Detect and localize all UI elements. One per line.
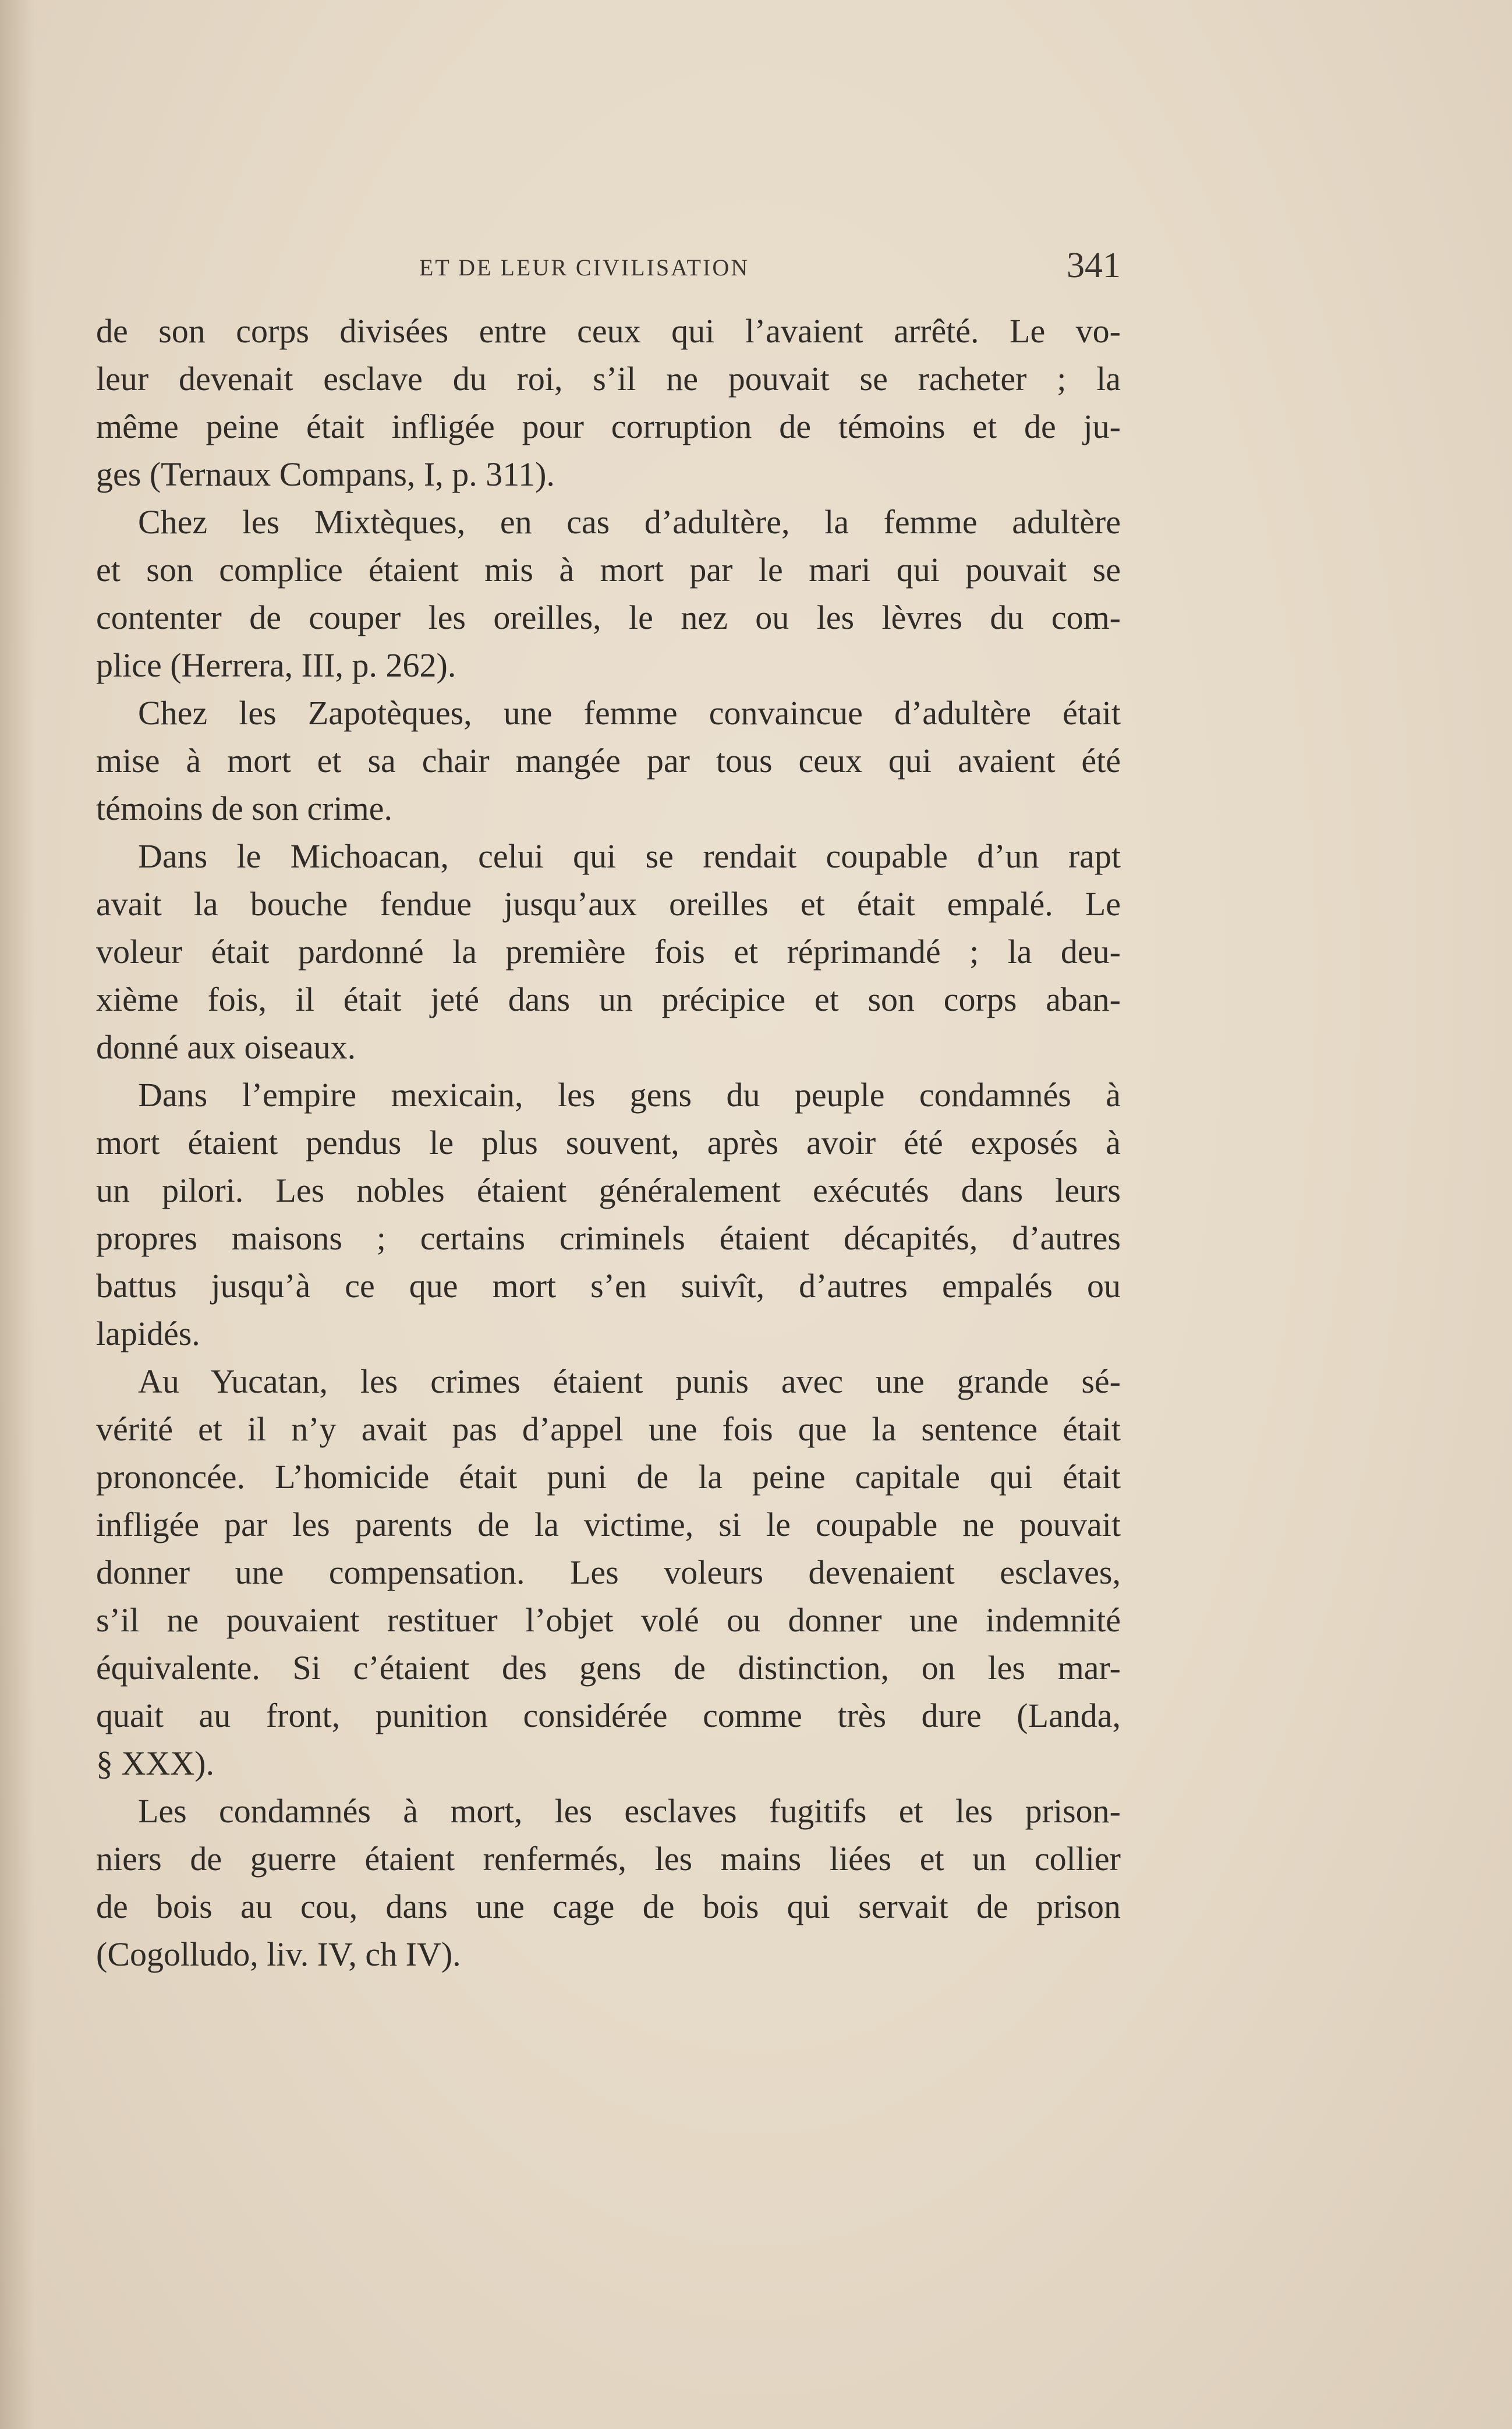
text-line: Au Yucatan, les crimes étaient punis avec une grande sé-	[138, 1362, 1121, 1400]
running-head	[96, 246, 1121, 297]
text-line: vérité et il n’y avait pas d’appel une fois que la sentence était	[96, 1410, 1121, 1448]
body-text	[96, 307, 1121, 1978]
running-title: ET DE LEUR CIVILISATION	[419, 254, 750, 281]
text-line: propres maisons ; certains criminels étaient décapités, d’autres	[96, 1219, 1121, 1257]
text-line: mise à mort et sa chair mangée par tous ceux qui avaient été	[96, 742, 1121, 780]
text-line: battus jusqu’à ce que mort s’en suivît, d’autres empalés ou	[96, 1267, 1121, 1305]
text-line: niers de guerre étaient renfermés, les mains liées et un collier	[96, 1840, 1121, 1878]
text-line: Les condamnés à mort, les esclaves fugitifs et les prison-	[138, 1792, 1121, 1830]
text-line: lapidés.	[96, 1315, 200, 1352]
text-line: de son corps divisées entre ceux qui l’avaient arrêté. Le vo-	[96, 312, 1121, 350]
text-line: s’il ne pouvaient restituer l’objet volé ou donner une indemnité	[96, 1601, 1121, 1639]
text-line: § XXX).	[96, 1744, 214, 1782]
text-line: donner une compensation. Les voleurs devenaient esclaves,	[96, 1553, 1121, 1591]
text-line: xième fois, il était jeté dans un précipice et son corps aban-	[96, 980, 1121, 1018]
text-line: témoins de son crime.	[96, 789, 393, 827]
text-line: donné aux oiseaux.	[96, 1028, 356, 1066]
text-line: plice (Herrera, III, p. 262).	[96, 646, 456, 684]
text-line: (Cogolludo, liv. IV, ch IV).	[96, 1935, 461, 1973]
text-line: de bois au cou, dans une cage de bois qui servait de prison	[96, 1888, 1121, 1925]
text-line: mort étaient pendus le plus souvent, après avoir été exposés à	[96, 1124, 1121, 1162]
gutter-shadow	[0, 0, 35, 2429]
text-line: voleur était pardonné la première fois et réprimandé ; la deu-	[96, 933, 1121, 971]
text-line: prononcée. L’homicide était puni de la peine capitale qui était	[96, 1458, 1121, 1496]
text-line: ges (Ternaux Compans, I, p. 311).	[96, 455, 555, 493]
text-line: équivalente. Si c’étaient des gens de distinction, on les mar-	[96, 1649, 1121, 1687]
text-line: même peine était infligée pour corruption de témoins et de ju-	[96, 408, 1121, 445]
text-line: contenter de couper les oreilles, le nez ou les lèvres du com-	[96, 599, 1121, 636]
text-line: et son complice étaient mis à mort par le mari qui pouvait se	[96, 551, 1121, 589]
text-line: un pilori. Les nobles étaient généralement exécutés dans leurs	[96, 1171, 1121, 1209]
page-number: 341	[1067, 246, 1121, 285]
text-line: infligée par les parents de la victime, si le coupable ne pouvait	[96, 1506, 1121, 1543]
text-line: Dans le Michoacan, celui qui se rendait coupable d’un rapt	[138, 837, 1121, 875]
text-line: quait au front, punition considérée comme très dure (Landa,	[96, 1697, 1121, 1734]
text-line: Dans l’empire mexicain, les gens du peuple condamnés à	[138, 1076, 1121, 1114]
text-line: Chez les Zapotèques, une femme convaincue d’adultère était	[138, 694, 1121, 732]
text-line: Chez les Mixtèques, en cas d’adultère, la femme adultère	[138, 503, 1121, 541]
text-line: leur devenait esclave du roi, s’il ne pouvait se racheter ; la	[96, 360, 1121, 398]
text-line: avait la bouche fendue jusqu’aux oreilles et était empalé. Le	[96, 885, 1121, 923]
